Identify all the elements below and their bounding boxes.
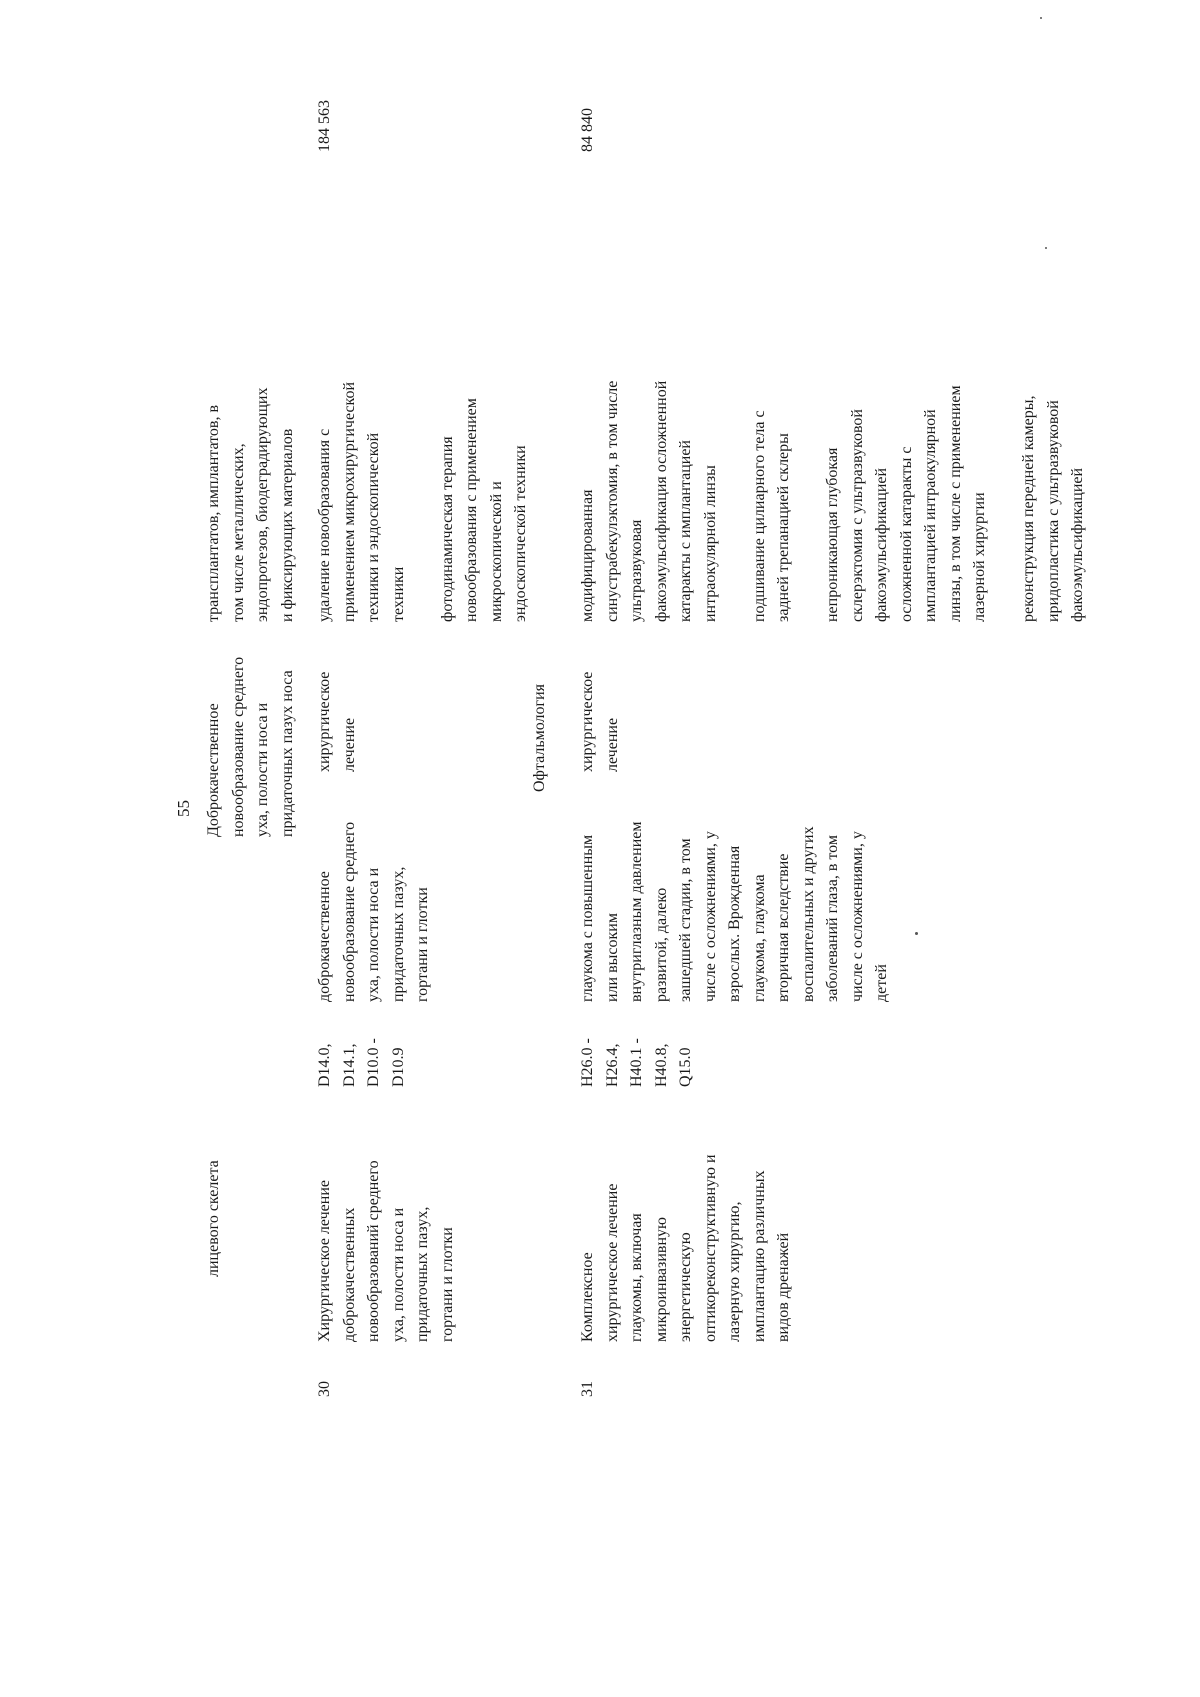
row-30-number: 30 bbox=[316, 1381, 333, 1397]
section-title: Офтальмология bbox=[531, 683, 548, 792]
row-31-diagnosis: глаукома с повышенным или высоким внутриглазным давлением развитой, далеко зашедшей стадии, в том числе с осложнениями, у взрослых. Врожденная глаукома, глаукома вторичная вследствие воспалительных и других заболеваний глаза, в том числе с осложнениями, у детей bbox=[579, 821, 890, 1002]
row-31-treatment: хирургическое лечение bbox=[579, 671, 621, 772]
scan-speck bbox=[1040, 17, 1042, 19]
row-cont-diagnosis: Доброкачественное новообразование среднего уха, полости носа и придаточных пазух носа bbox=[205, 656, 296, 837]
row-31-price: 84 840 bbox=[579, 108, 596, 152]
row-30-diagnosis: доброкачественное новообразование среднего уха, полости носа и придаточных пазух, гортани и глотки bbox=[316, 821, 431, 1002]
row-31-name: Комплексное хирургическое лечение глаукомы, включая микроинвазивную энергетическую оптикореконструктивную и лазерную хирургию, имплантацию различных видов дренажей bbox=[579, 1154, 792, 1342]
row-30-codes: D14.0, D14.1, D10.0 - D10.9 bbox=[316, 1038, 407, 1087]
row-30-method: удаление новообразования с применением микрохирургической техники и эндоскопической техники фотодинамическая терапия новообразования с применением микроскопической и эндоскопической техники bbox=[316, 381, 529, 622]
row-31-number: 31 bbox=[579, 1381, 596, 1397]
row-cont-method: трансплантатов, имплантатов, в том числе металлических, эндопротезов, биодеградирующих и фиксирующих материалов bbox=[205, 387, 296, 622]
page-number: 55 bbox=[174, 800, 193, 817]
row-30-treatment: хирургическое лечение bbox=[316, 671, 358, 772]
row-31-codes: H26.0 - H26.4, H40.1 - H40.8, Q15.0 bbox=[579, 1038, 694, 1087]
row-30-name: Хирургическое лечение доброкачественных новообразований среднего уха, полости носа и придаточных пазух, гортани и глотки bbox=[316, 1160, 456, 1342]
scan-speck bbox=[915, 932, 918, 935]
scan-speck bbox=[1045, 247, 1047, 249]
row-30-price: 184 563 bbox=[316, 100, 333, 152]
row-cont-name: лицевого скелета bbox=[205, 1160, 222, 1277]
row-31-method: модифицированная синустрабекулэктомия, в том числе ультразвуковая факоэмульсификация осложненной катаракты с имплантацией интраокулярной линзы подшивание цилиарного тела с задней трепанацией склеры непроникающая глубокая склерэктомия с ультразвуковой факоэмульсификацией осложненной катаракты с имплантацией интраокулярной линзы, в том числе с применением лазерной хирургии реконструкция передней камеры, иридопластика с ультразвуковой факоэмульсификацией bbox=[579, 380, 1086, 622]
